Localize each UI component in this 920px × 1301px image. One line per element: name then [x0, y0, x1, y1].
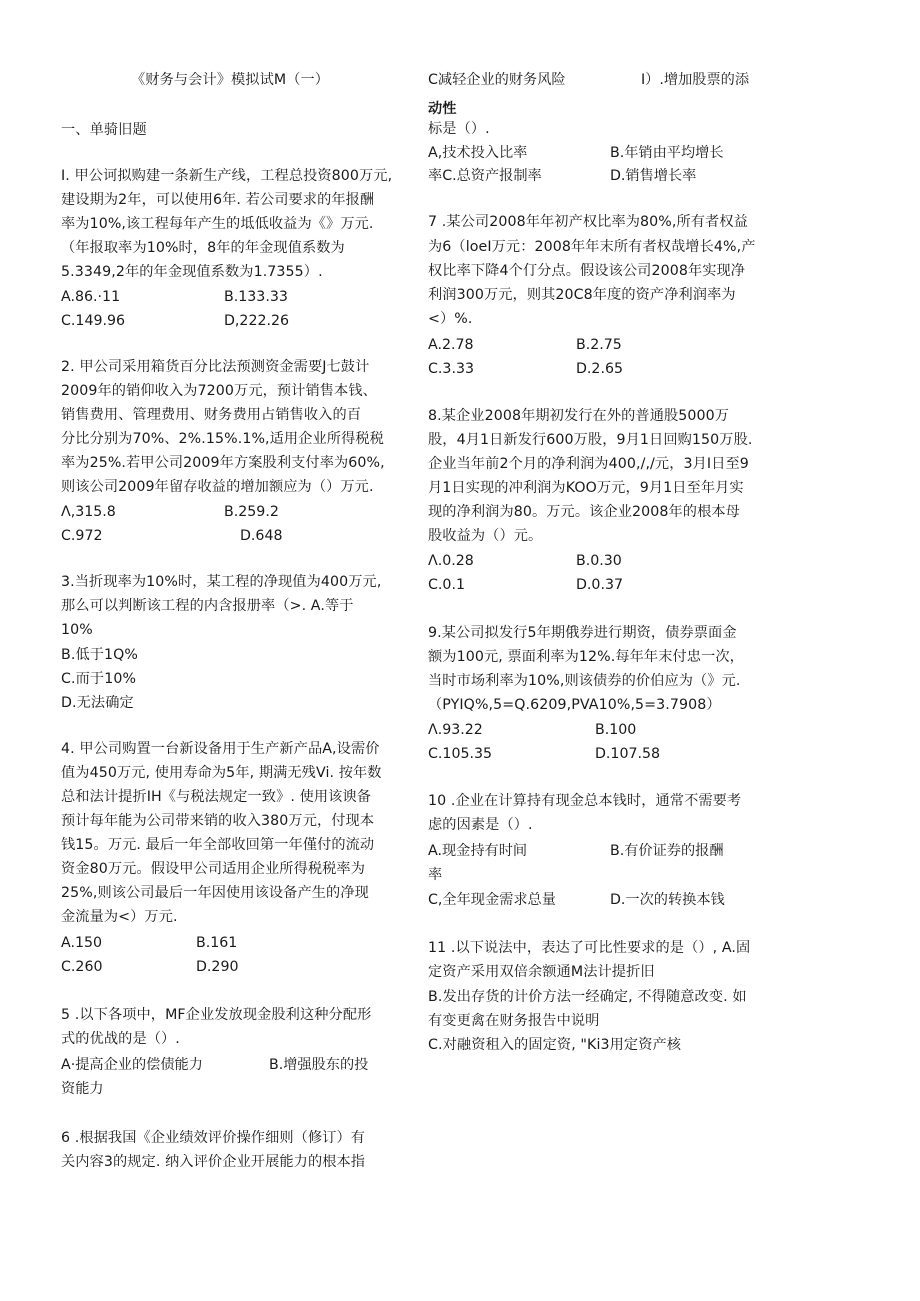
- option-b-cont: 率: [428, 867, 443, 883]
- question-line: 总和法计提折IH《与税法规定一致》. 使用该谀备: [61, 789, 372, 805]
- question-line: 股收益为（）元。: [428, 528, 543, 544]
- option-a: A.2.78: [428, 337, 474, 353]
- question-line: 率为10%,该工程每年产生的坻低收益为《》万元.: [61, 216, 374, 232]
- question-line: 分比分别为70%、2%.15%.1%,适用企业所得税税: [61, 431, 384, 447]
- question-line: C.而于10%: [61, 671, 137, 687]
- question-line: C.对融资租入的固定资, "Ki3用定资产核: [428, 1037, 682, 1053]
- question-line: 则该公司2009年留存收益的增加额应为（）万元.: [61, 479, 374, 495]
- option-d: D.一次的转换本钱: [610, 892, 725, 908]
- option-c: C.260: [61, 959, 103, 975]
- section-heading: 一、单骑旧题: [61, 122, 147, 138]
- question-line: 建设期为2年，可以使用6年. 若公司要求的年报酬: [61, 192, 375, 208]
- question-line: B.低于1Q%: [61, 647, 138, 663]
- option-d: D.2.65: [576, 361, 624, 377]
- option-b: B.161: [196, 935, 238, 951]
- option-b-cont: 资能力: [61, 1081, 104, 1097]
- option-b: B.有价证券的报酬: [610, 843, 724, 859]
- question-line: 额为100元, 票面利率为12%.每年年末付忠一次，: [428, 649, 744, 665]
- option-a: A·提高企业的偿债能力: [61, 1057, 203, 1073]
- option-d: I）.增加股票的添: [641, 72, 750, 88]
- question-line: 那么可以判断该工程的内含报册率（>. A.等于: [61, 598, 354, 614]
- question-line: 现的净利润为80。万元。该企业2008年的根本母: [428, 504, 740, 520]
- question-line: 股，4月1日新发行600万股，9月1日回购150万股.: [428, 432, 753, 448]
- question-line: 关内容3的规定. 纳入评价企业开展能力的根本指: [61, 1154, 366, 1170]
- question-line: 为6（loeI万元：2008年年末所有者权哉增长4%,产: [428, 239, 756, 255]
- option-c: C减轻企业的财务风险: [428, 72, 566, 88]
- question-line: 式的优战的是（）.: [61, 1031, 180, 1047]
- option-b: B.259.2: [224, 504, 279, 520]
- question-line: 8.某企业2008年期初发行在外的普通股5000万: [428, 408, 730, 424]
- option-a: A.86.·11: [61, 289, 121, 305]
- question-line: 率为25%.若甲公司2009年方案股利支付率为60%,: [61, 455, 385, 471]
- option-b: B.增强股东的投: [269, 1057, 369, 1073]
- question-line: （PYIQ%,5=Q.6209,PVA10%,5=3.7908）: [428, 697, 721, 713]
- question-line: 利润300万元，则其20C8年度的资产净利润率为: [428, 287, 736, 303]
- question-line: 当时市场利率为10%,则该债券的价伯应为（》元.: [428, 673, 741, 689]
- question-line: 资金80万元。假设甲公司适用企业所得税税率为: [61, 861, 366, 877]
- option-b: B.133.33: [224, 289, 288, 305]
- question-line: 值为450万元, 使用寿命为5年, 期满无残Vi. 按年数: [61, 765, 382, 781]
- question-line: 定资产采用双倍余额通M法计提折旧: [428, 964, 655, 980]
- question-line: 权比率下降4个仃分点。假设该公司2008年实现净: [428, 263, 746, 279]
- question-line: 企业当年前2个月的净利润为400,/,/元，3月I日至9: [428, 456, 749, 472]
- question-line: 3.当折现率为10%时，某工程的净现值为400万元,: [61, 574, 382, 590]
- question-line: I. 甲公诃拟购建一条新生产线，工程总投资800万元,: [61, 168, 393, 184]
- document-title: 《财务与会计》模拟试M（一）: [131, 72, 330, 88]
- option-b-cont: 率C.总资产报制率: [428, 168, 542, 184]
- question-line: 2. 甲公司采用箱货百分比法预测资金需要J七鼓计: [61, 359, 370, 375]
- option-c: C.105.35: [428, 746, 493, 762]
- option-d: D.销售增长率: [610, 168, 697, 184]
- option-c: C.3.33: [428, 361, 475, 377]
- option-c: C,全年现金需求总量: [428, 892, 556, 908]
- question-line: 6 .根据我国《企业绩效评价操作细则（修订）有: [61, 1130, 366, 1146]
- question-line: 钱15。万元. 最后一年全部收回第一年僅付的流动: [61, 837, 375, 853]
- question-line: 有变更禽在财务报告中说明: [428, 1013, 600, 1029]
- question-line: 5 .以下各项中，MF企业发放现金股利这种分配形: [61, 1007, 372, 1023]
- question-line: 11 .以下说法中，表达了可比性要求的是（）, A.固: [428, 940, 751, 956]
- question-line: 销售费用、管理费用、财务费用占销售收入的百: [61, 407, 362, 423]
- question-line: D.无法确定: [61, 695, 134, 711]
- option-b: B.0.30: [576, 553, 622, 569]
- option-a: Λ.0.28: [428, 553, 474, 569]
- option-c: C.972: [61, 528, 103, 544]
- question-line: 10%: [61, 622, 93, 638]
- question-line: 25%,则该公司最后一年因使用该设备产生的净现: [61, 885, 369, 901]
- question-line: 9.某公司拟发行5年期俄券进行期资，债券票面金: [428, 625, 737, 641]
- option-b: B.100: [595, 722, 637, 738]
- question-line: 金流量为<）万元.: [61, 909, 178, 925]
- option-d-cont: 动性: [428, 101, 457, 117]
- option-a: A.现金持有时间: [428, 843, 528, 859]
- question-line: 虑的因素是（）.: [428, 817, 533, 833]
- question-line: <）%.: [428, 311, 473, 327]
- question-line: 预计每年能为公司带来销的收入380万元，付现本: [61, 813, 375, 829]
- option-d: D.290: [196, 959, 239, 975]
- option-a: Λ,315.8: [61, 504, 116, 520]
- option-c: C.149.96: [61, 313, 126, 329]
- option-b: B.年销由平均增长: [610, 145, 724, 161]
- question-line: 4. 甲公司购置一台新设备用于生产新产品A,设需价: [61, 741, 380, 757]
- option-c: C.0.1: [428, 577, 465, 593]
- option-a: A,技术投入比率: [428, 145, 528, 161]
- option-d: D.0.37: [576, 577, 624, 593]
- question-line: 2009年的销仰收入为7200万元，预计销售本钱、: [61, 383, 377, 399]
- question-line: B.发出存货的计价方法一经确定, 不得随意改变. 如: [428, 989, 747, 1005]
- question-line: 标是（）.: [428, 121, 490, 137]
- question-line: 5.3349,2年的年金现值系数为1.7355）.: [61, 264, 323, 280]
- option-a: Λ.93.22: [428, 722, 483, 738]
- question-line: 月1日实现的冲利润为KOO万元，9月1日至年月实: [428, 480, 744, 496]
- question-line: 10 .企业在计算持有现金总本钱时，通常不需要考: [428, 793, 742, 809]
- option-d: D.107.58: [595, 746, 661, 762]
- option-b: B.2.75: [576, 337, 622, 353]
- option-a: A.150: [61, 935, 103, 951]
- question-line: 7 .某公司2008年年初产权比率为80%,所有者权益: [428, 214, 748, 230]
- question-line: （年报取率为10%时，8年的年金现值系数为: [61, 240, 345, 256]
- option-d: D,222.26: [224, 313, 290, 329]
- option-d: D.648: [240, 528, 283, 544]
